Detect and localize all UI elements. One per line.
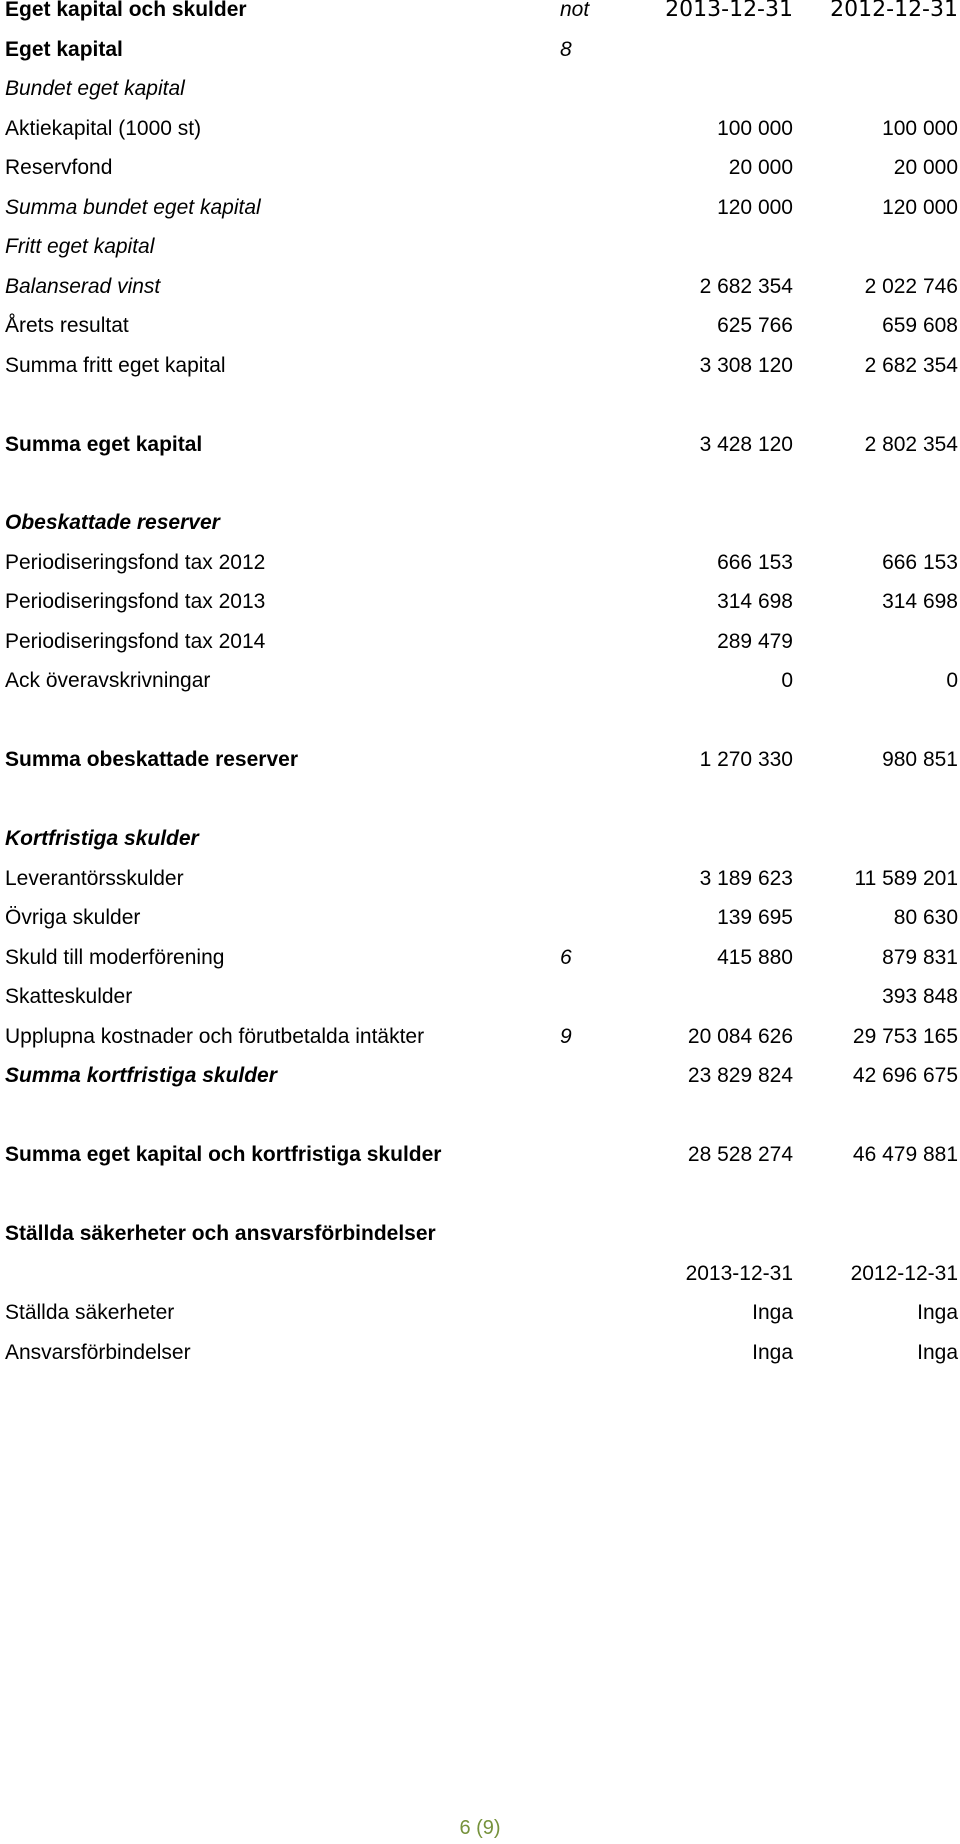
column-header-2013: 2013-12-31: [665, 0, 793, 22]
value-2012: 80 630: [893, 906, 958, 929]
value-2013: 23 829 824: [687, 1064, 793, 1087]
value-2013: 139 695: [717, 906, 793, 929]
value-2012: 2 022 746: [864, 275, 958, 298]
column-header-2012: 2012-12-31: [850, 1262, 958, 1285]
value-2013: 625 766: [717, 314, 793, 337]
total-row: [0, 427, 960, 463]
value-2012: 2 682 354: [864, 354, 958, 377]
value-2012: Inga: [917, 1301, 958, 1324]
value-2012: 0: [946, 669, 958, 692]
row-label: Ack överavskrivningar: [5, 669, 211, 692]
table-row: [0, 111, 960, 147]
value-2012: 100 000: [882, 117, 958, 140]
value-2012: 879 831: [882, 946, 958, 969]
obeskattade-heading-row: [0, 505, 960, 541]
table-row: [0, 900, 960, 936]
total-row: [0, 742, 960, 778]
table-row: [0, 545, 960, 581]
stallda-heading: Ställda säkerheter och ansvarsförbindelser: [5, 1222, 436, 1245]
row-label: Ställda säkerheter: [5, 1301, 175, 1324]
row-label: Summa eget kapital och kortfristiga skulder: [5, 1143, 442, 1166]
value-2013: 3 308 120: [699, 354, 793, 377]
value-2013: 3 428 120: [699, 433, 793, 456]
table-row: [0, 1295, 960, 1331]
table-row: [0, 150, 960, 186]
table-row: [0, 584, 960, 620]
value-2013: 415 880: [717, 946, 793, 969]
value-2012: 120 000: [882, 196, 958, 219]
note-column-header: not: [560, 0, 590, 21]
eget-kapital-heading: Eget kapital: [5, 38, 123, 61]
value-2012: 46 479 881: [852, 1143, 958, 1166]
stallda-heading-row: [0, 1216, 960, 1252]
table-row: [0, 624, 960, 660]
page-footer: [0, 1814, 960, 1842]
row-label: Summa bundet eget kapital: [5, 196, 261, 219]
page-number: 6 (9): [459, 1817, 501, 1839]
value-2012: 20 000: [893, 156, 958, 179]
value-2013: 314 698: [717, 590, 793, 613]
bundet-heading-row: [0, 71, 960, 107]
row-label: Summa eget kapital: [5, 433, 203, 456]
note-reference: 8: [560, 38, 572, 61]
subtotal-row: [0, 1058, 960, 1094]
value-2012: 980 851: [882, 748, 958, 771]
table-row: [0, 1335, 960, 1371]
eget-kapital-heading-row: [0, 32, 960, 68]
table-header-row: [0, 0, 960, 28]
column-header-2013: 2013-12-31: [685, 1262, 793, 1285]
value-2013: 0: [781, 669, 793, 692]
column-header-2012: 2012-12-31: [830, 0, 958, 22]
table-row: [0, 308, 960, 344]
grand-total-row: [0, 1137, 960, 1173]
table-row: [0, 861, 960, 897]
row-label: Aktiekapital (1000 st): [5, 117, 202, 140]
row-label: Upplupna kostnader och förutbetalda intäkter: [5, 1025, 425, 1048]
table-row: [0, 663, 960, 699]
value-2013: Inga: [752, 1301, 793, 1324]
row-label: Skuld till moderförening: [5, 946, 225, 969]
value-2013: 28 528 274: [687, 1143, 793, 1166]
value-2012: 42 696 675: [852, 1064, 958, 1087]
table-row: [0, 940, 960, 976]
value-2012: Inga: [917, 1341, 958, 1364]
value-2013: 666 153: [717, 551, 793, 574]
row-label: Balanserad vinst: [5, 275, 161, 298]
value-2012: 11 589 201: [854, 867, 958, 890]
value-2012: 666 153: [882, 551, 958, 574]
obeskattade-heading: Obeskattade reserver: [5, 511, 220, 534]
value-2012: 29 753 165: [852, 1025, 958, 1048]
row-label: Periodiseringsfond tax 2012: [5, 551, 266, 574]
note-reference: 6: [560, 946, 572, 969]
row-label: Ansvarsförbindelser: [5, 1341, 191, 1364]
table-row: [0, 269, 960, 305]
value-2012: 659 608: [882, 314, 958, 337]
row-label: Periodiseringsfond tax 2013: [5, 590, 266, 613]
section-title: Eget kapital och skulder: [5, 0, 247, 21]
kortfristiga-heading-row: [0, 821, 960, 857]
row-label: Summa obeskattade reserver: [5, 748, 298, 771]
value-2013: 1 270 330: [699, 748, 793, 771]
table-row: [0, 1019, 960, 1055]
fritt-heading-row: [0, 229, 960, 265]
value-2013: 3 189 623: [699, 867, 793, 890]
value-2012: 393 848: [882, 985, 958, 1008]
value-2013: 2 682 354: [699, 275, 793, 298]
row-label: Leverantörsskulder: [5, 867, 184, 890]
row-label: Reservfond: [5, 156, 113, 179]
row-label: Årets resultat: [5, 314, 129, 337]
bundet-heading: Bundet eget kapital: [5, 77, 185, 100]
fritt-heading: Fritt eget kapital: [5, 235, 155, 258]
value-2013: Inga: [752, 1341, 793, 1364]
row-label: Periodiseringsfond tax 2014: [5, 630, 266, 653]
value-2012: 314 698: [882, 590, 958, 613]
kortfristiga-heading: Kortfristiga skulder: [5, 827, 199, 850]
value-2013: 289 479: [717, 630, 793, 653]
row-label: Summa kortfristiga skulder: [5, 1064, 277, 1087]
value-2013: 20 084 626: [687, 1025, 793, 1048]
value-2013: 120 000: [717, 196, 793, 219]
row-label: Summa fritt eget kapital: [5, 354, 226, 377]
subtotal-row: [0, 348, 960, 384]
value-2013: 100 000: [717, 117, 793, 140]
table-row: [0, 979, 960, 1015]
note-reference: 9: [560, 1025, 572, 1048]
value-2012: 2 802 354: [864, 433, 958, 456]
subtotal-row: [0, 190, 960, 226]
value-2013: 20 000: [728, 156, 793, 179]
stallda-date-header-row: [0, 1256, 960, 1292]
row-label: Övriga skulder: [5, 906, 141, 929]
row-label: Skatteskulder: [5, 985, 133, 1008]
